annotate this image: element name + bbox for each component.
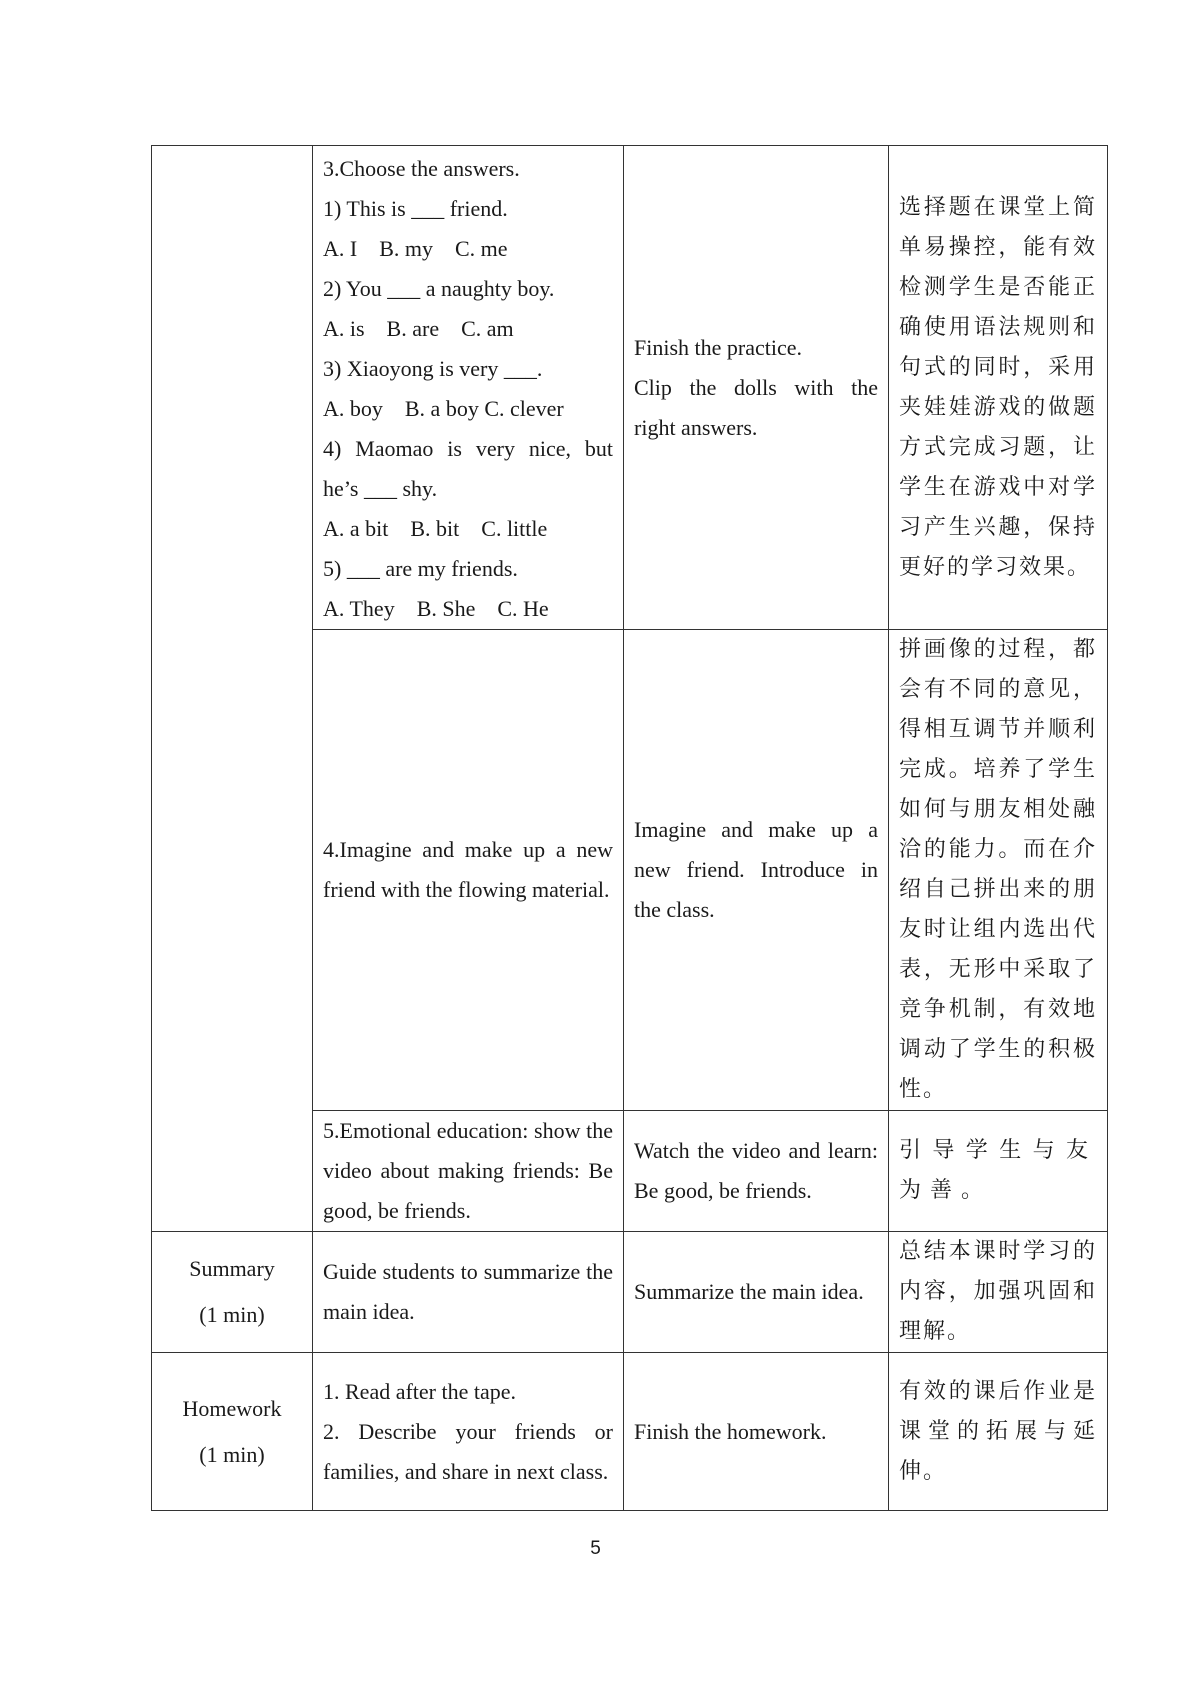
stage-summary <box>152 1232 313 1353</box>
quiz-options-4: A. a bit B. bit C. little <box>323 516 548 541</box>
table-row-choose <box>152 146 1108 630</box>
stage-summary-label: Summary <box>189 1256 275 1281</box>
quiz-question-2: 2) You ___ a naughty boy. <box>323 276 555 301</box>
quiz-question-1: 1) This is ___ friend. <box>323 196 508 221</box>
teacher-activity-imagine: 4.Imagine and make up a new friend with the flowing material. <box>313 630 624 1111</box>
quiz-question-3: 3) Xiaoyong is very ___. <box>323 356 543 381</box>
table-row-homework <box>152 1353 1108 1511</box>
teacher-activity-emotional: 5.Emotional education: show the video about making friends: Be good, be friends. <box>313 1111 624 1232</box>
student-choose-line-1: Finish the practice. <box>634 334 803 360</box>
quiz-question-4b: he’s ___ shy. <box>323 476 438 501</box>
purpose-emotional: 引导学生与友为善。 <box>889 1111 1108 1232</box>
purpose-choose: 选择题在课堂上简单易操控，能有效检测学生是否能正确使用语法规则和句式的同时，采用夹娃娃游戏的做题方式完成习题，让学生在游戏中对学习产生兴趣，保持更好的学习效果。 <box>889 146 1108 630</box>
purpose-summary: 总结本课时学习的内容，加强巩固和理解。 <box>889 1232 1108 1353</box>
teacher-activity-choose <box>313 146 624 630</box>
student-activity-imagine: Imagine and make up a new friend. Introduce in the class. <box>624 630 889 1111</box>
student-activity-choose <box>624 146 889 630</box>
student-activity-summary: Summarize the main idea. <box>624 1232 889 1353</box>
quiz-options-5: A. They B. She C. He <box>323 596 549 621</box>
stage-summary-time: (1 min) <box>199 1302 265 1327</box>
stage-homework-label: Homework <box>182 1395 282 1421</box>
quiz-question-5: 5) ___ are my friends. <box>323 556 518 581</box>
purpose-imagine: 拼画像的过程，都会有不同的意见，得相互调节并顺利完成。培养了学生如何与朋友相处融洽的能力。而在介绍自己拼出来的朋友时让组内选出代表，无形中采取了竞争机制，有效地调动了学生的积极性。 <box>889 630 1108 1111</box>
student-activity-homework: Finish the homework. <box>624 1353 889 1511</box>
stage-homework <box>152 1353 313 1511</box>
stage-homework-time: (1 min) <box>199 1441 265 1467</box>
page-number: 5 <box>590 1538 601 1559</box>
stage-cell-empty <box>152 146 313 1232</box>
quiz-question-4a: 4) Maomao is very nice, but <box>323 436 613 461</box>
student-choose-line-3: right answers. <box>634 414 758 440</box>
homework-item-2: 2. Describe your friends or families, and share in next class. <box>323 1418 613 1484</box>
teacher-activity-summary: Guide students to summarize the main idea. <box>313 1232 624 1353</box>
student-activity-emotional: Watch the video and learn: Be good, be friends. <box>624 1111 889 1232</box>
quiz-options-3: A. boy B. a boy C. clever <box>323 396 564 421</box>
lesson-plan-table <box>151 145 1108 1511</box>
quiz-heading: 3.Choose the answers. <box>323 156 520 181</box>
homework-item-1: 1. Read after the tape. <box>323 1378 517 1404</box>
table-row-summary <box>152 1232 1108 1353</box>
purpose-homework: 有效的课后作业是课堂的拓展与延伸。 <box>889 1353 1108 1511</box>
teacher-activity-homework <box>313 1353 624 1511</box>
quiz-options-1: A. I B. my C. me <box>323 236 508 261</box>
quiz-options-2: A. is B. are C. am <box>323 316 514 341</box>
student-choose-line-2: Clip the dolls with the <box>634 374 878 400</box>
